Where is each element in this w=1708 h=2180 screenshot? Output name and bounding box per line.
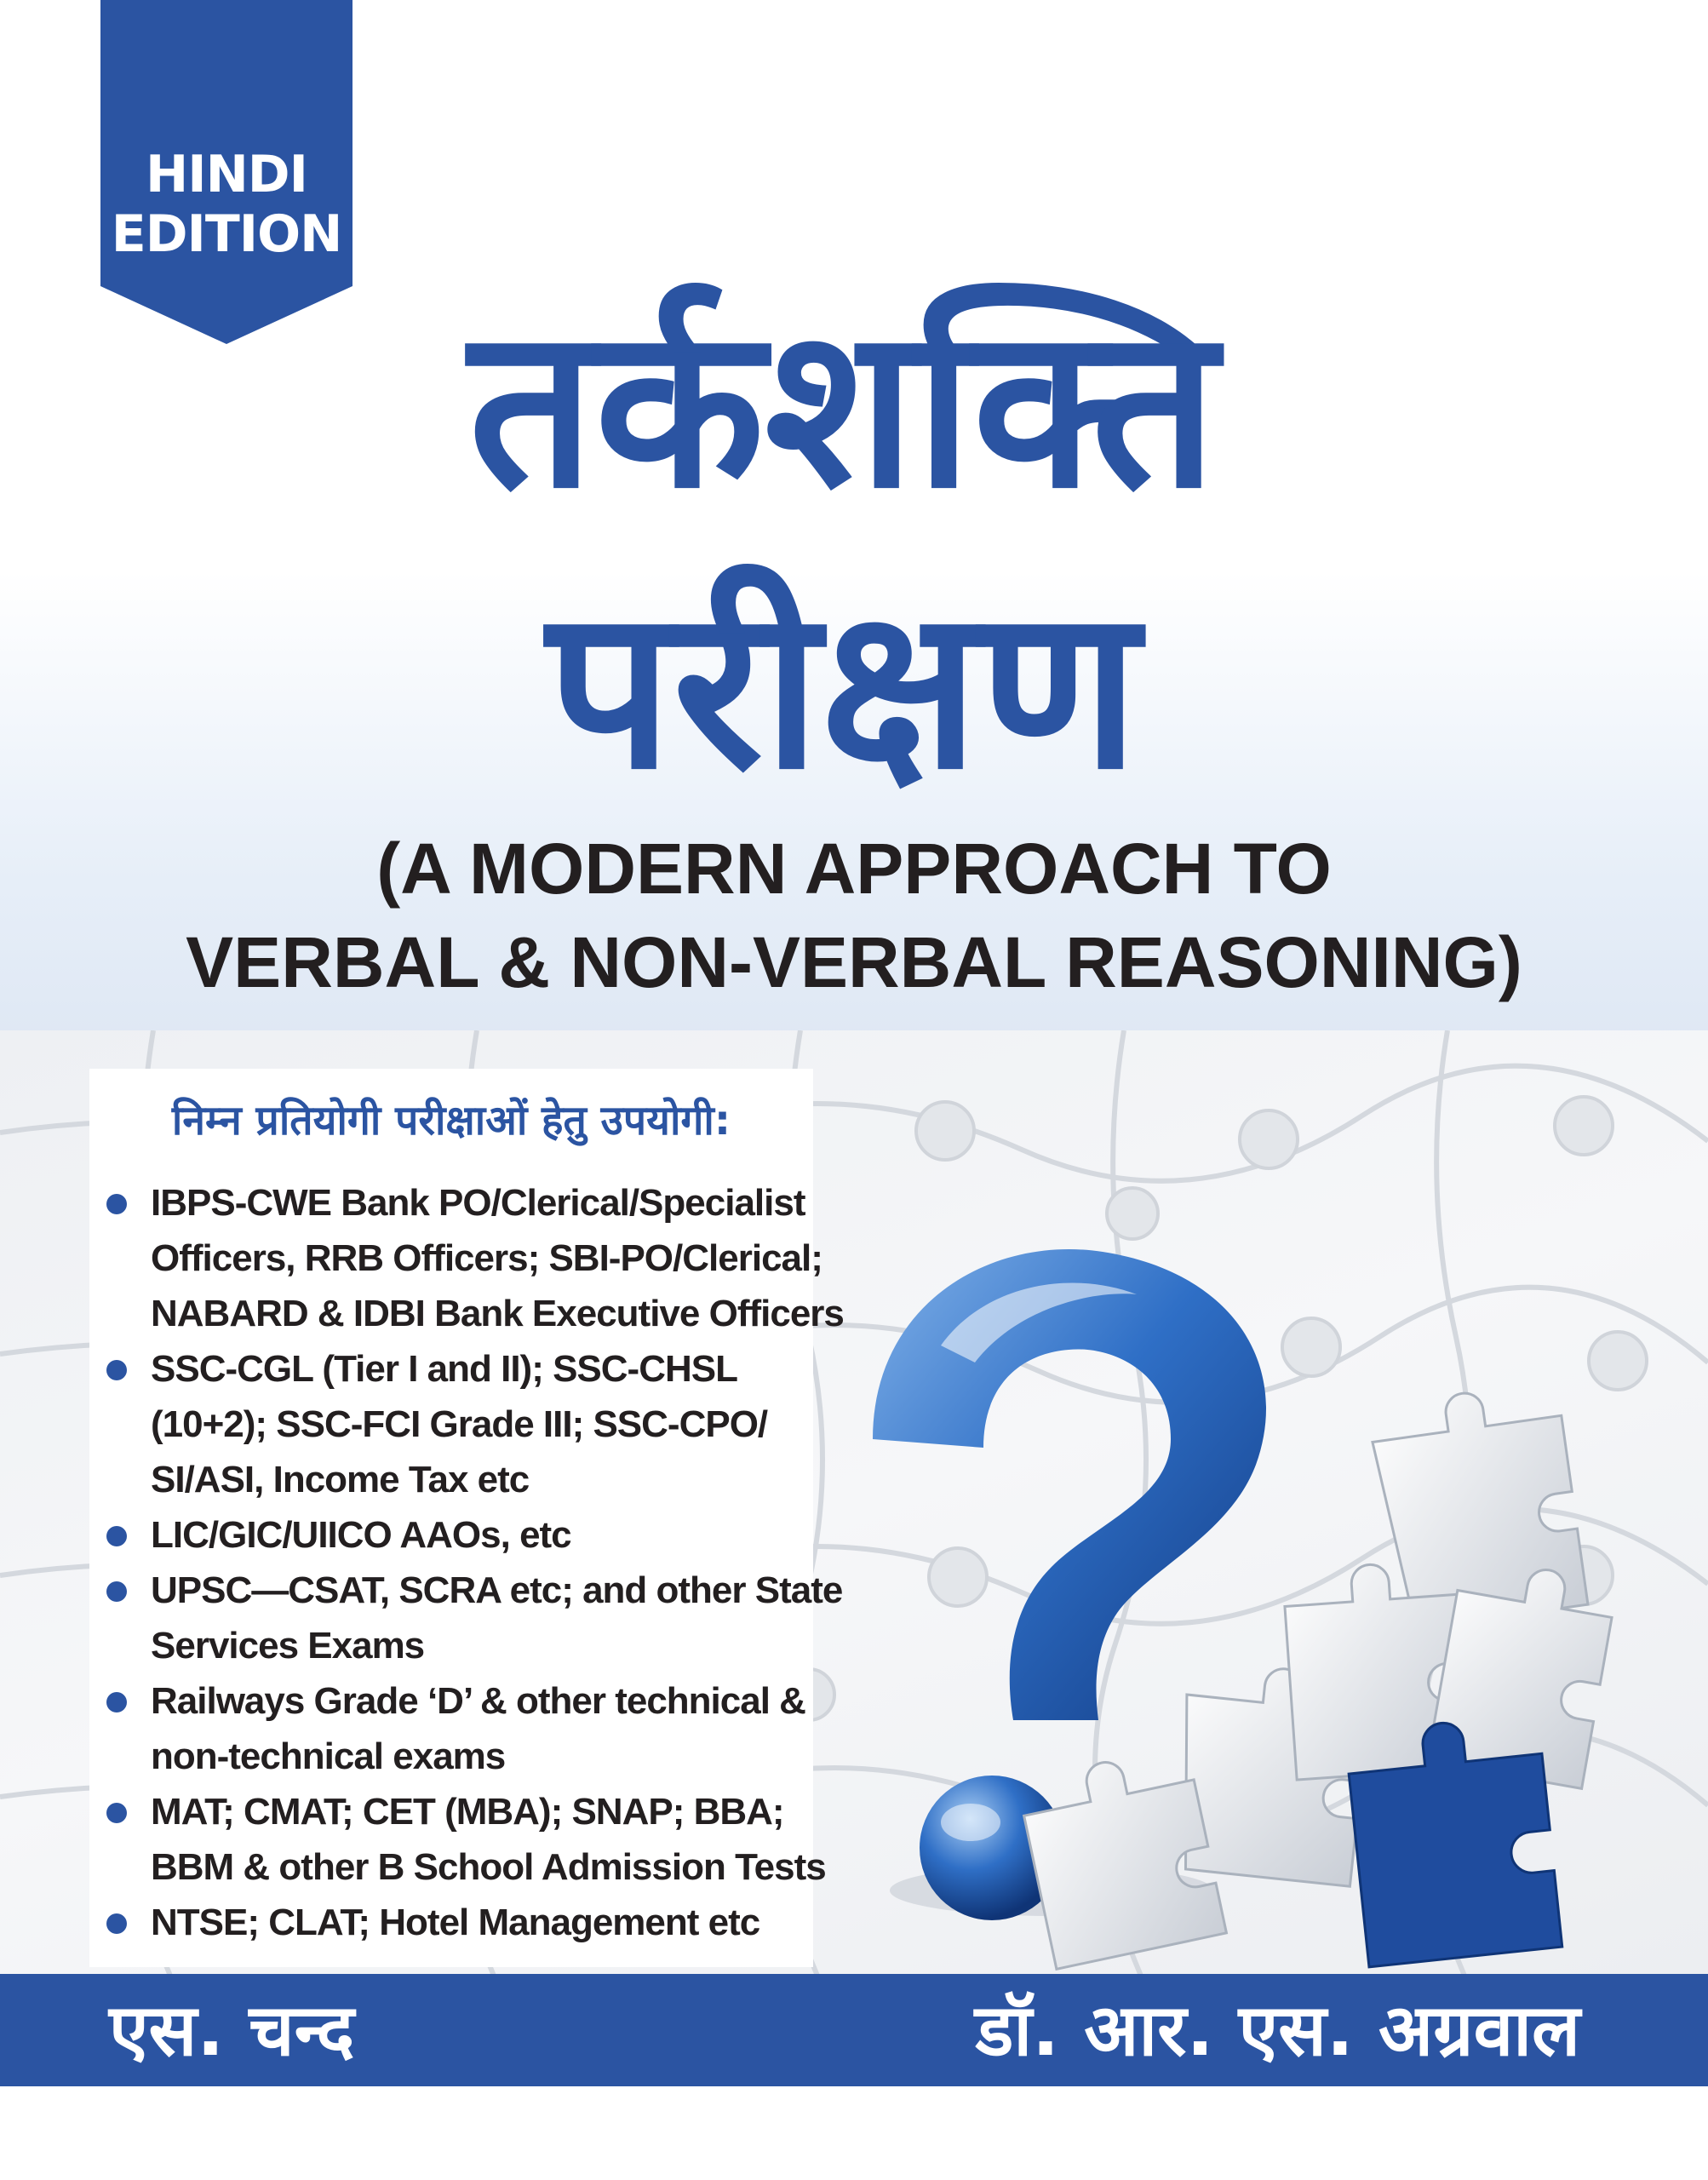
exam-item-line: UPSC—CSAT, SCRA etc; and other State xyxy=(151,1569,843,1611)
exam-item-line: SI/ASI, Income Tax etc xyxy=(151,1459,530,1500)
exam-item-line: NABARD & IDBI Bank Executive Officers xyxy=(151,1293,844,1334)
bullet-icon xyxy=(106,1581,127,1602)
bullet-icon xyxy=(106,1194,127,1214)
exam-item-line: MAT; CMAT; CET (MBA); SNAP; BBA; xyxy=(151,1791,784,1833)
exam-item-line: LIC/GIC/UIICO AAOs, etc xyxy=(151,1514,571,1556)
bullet-icon xyxy=(106,1692,127,1712)
author-name: डॉ. आर. एस. अग्रवाल xyxy=(975,1988,1580,2072)
badge-line-2: EDITION xyxy=(111,204,342,264)
exam-item-line: BBM & other B School Admission Tests xyxy=(151,1846,826,1888)
exam-item-line: non-technical exams xyxy=(151,1735,506,1777)
exam-list-heading: निम्न प्रतियोगी परीक्षाओं हेतु उपयोगी: xyxy=(171,1097,731,1144)
bullet-icon xyxy=(106,1913,127,1934)
footer-bar xyxy=(0,1974,1708,2086)
badge-line-1: HINDI xyxy=(146,145,307,204)
subtitle-line-2: VERBAL & NON-VERBAL REASONING) xyxy=(186,922,1522,1002)
exam-item-line: Services Exams xyxy=(151,1625,425,1667)
bottom-margin xyxy=(0,2086,1708,2180)
bullet-icon xyxy=(106,1360,127,1380)
title-line-1: तर्कशक्ति xyxy=(468,280,1218,537)
subtitle-line-1: (A MODERN APPROACH TO xyxy=(376,829,1332,909)
question-mark-with-puzzle-pieces-icon xyxy=(813,1243,1682,1976)
exam-item-line: SSC-CGL (Tier I and II); SSC-CHSL xyxy=(151,1348,737,1390)
exam-list-box xyxy=(89,1069,844,1967)
exam-item-line: Officers, RRB Officers; SBI-PO/Clerical; xyxy=(151,1237,822,1279)
bullet-icon xyxy=(106,1803,127,1823)
exam-item-line: (10+2); SSC-FCI Grade III; SSC-CPO/ xyxy=(151,1403,768,1445)
title-line-2: परीक्षण xyxy=(547,561,1139,818)
question-mark-illustration xyxy=(813,1243,1682,1976)
exam-item-line: Railways Grade ‘D’ & other technical & xyxy=(151,1680,805,1722)
bullet-icon xyxy=(106,1526,127,1546)
exam-item-line: NTSE; CLAT; Hotel Management etc xyxy=(151,1902,760,1943)
publisher-name: एस. चन्द xyxy=(109,1988,355,2072)
exam-item-line: IBPS-CWE Bank PO/Clerical/Specialist xyxy=(151,1182,805,1224)
